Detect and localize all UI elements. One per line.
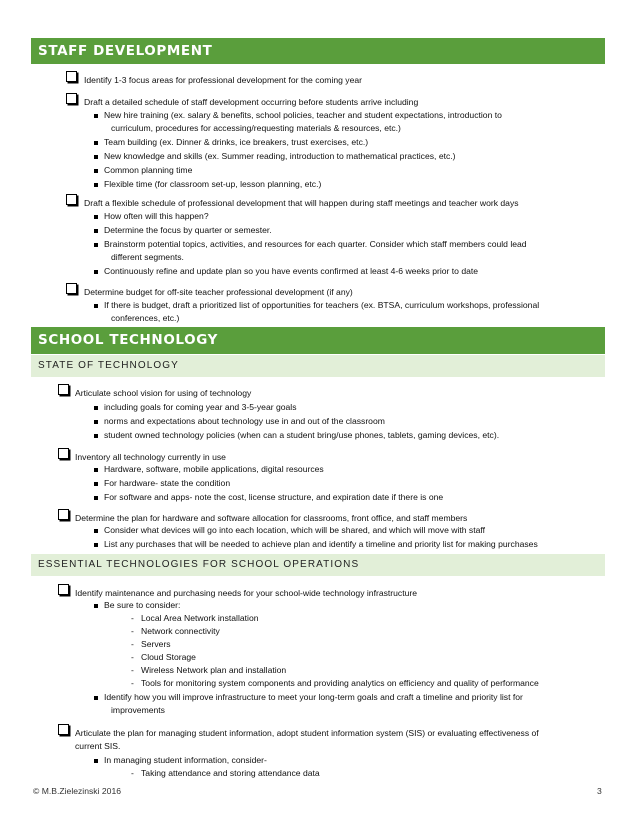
bullet-item: Common planning time <box>104 165 193 175</box>
dash-bullet: - <box>131 768 134 778</box>
checklist-item: Determine the plan for hardware and software allocation for classrooms, front office, and staff members <box>75 513 468 523</box>
bullet-item: For software and apps- note the cost, license structure, and expiration date if there is one <box>104 492 444 502</box>
square-bullet-icon <box>94 155 98 159</box>
bullet-item: In managing student information, consider- <box>104 755 267 765</box>
bullet-item: Determine the focus by quarter or semester. <box>104 225 272 235</box>
dash-bullet: - <box>131 639 134 649</box>
bullet-item: student owned technology policies (when can a student bring/use phones, tablets, gaming devices, etc). <box>104 430 500 440</box>
bullet-item-continuation: different segments. <box>111 252 184 262</box>
square-bullet-icon <box>94 434 98 438</box>
page-number: 3 <box>597 786 602 796</box>
square-bullet-icon <box>94 141 98 145</box>
square-bullet-icon <box>94 420 98 424</box>
checkbox-icon[interactable] <box>66 93 77 104</box>
square-bullet-icon <box>94 482 98 486</box>
checkbox-icon[interactable] <box>58 584 69 595</box>
bullet-item: Identify how you will improve infrastructure to meet your long-term goals and craft a timeline and priority list for <box>104 692 523 702</box>
bullet-item-continuation: improvements <box>111 705 165 715</box>
footer-copyright: © M.B.Zielezinski 2016 <box>33 786 122 796</box>
square-bullet-icon <box>94 229 98 233</box>
bullet-item: Continuously refine and update plan so you have events confirmed at least 4-6 weeks prior to date <box>104 266 479 276</box>
subsection-header-state-of-technology: STATE OF TECHNOLOGY <box>31 355 605 377</box>
checklist-item: Identify 1-3 focus areas for professional development for the coming year <box>84 75 363 85</box>
square-bullet-icon <box>94 406 98 410</box>
square-bullet-icon <box>94 270 98 274</box>
checklist-item: Draft a detailed schedule of staff development occurring before students arrive including <box>84 97 419 107</box>
square-bullet-icon <box>94 696 98 700</box>
bullet-item-continuation: conferences, etc.) <box>111 313 180 323</box>
checklist-item: Identify maintenance and purchasing needs for your school-wide technology infrastructure <box>75 588 418 598</box>
dash-bullet: - <box>131 678 134 688</box>
square-bullet-icon <box>94 169 98 173</box>
square-bullet-icon <box>94 496 98 500</box>
square-bullet-icon <box>94 604 98 608</box>
section-header-staff-development: STAFF DEVELOPMENT <box>31 38 605 64</box>
square-bullet-icon <box>94 304 98 308</box>
bullet-item: Flexible time (for classroom set-up, lesson planning, etc.) <box>104 179 322 189</box>
dash-item: Local Area Network installation <box>141 613 259 623</box>
bullet-item: Brainstorm potential topics, activities, and resources for each quarter. Consider which staff members could lead <box>104 239 527 249</box>
bullet-item: New knowledge and skills (ex. Summer reading, introduction to mathematical practices, etc.) <box>104 151 456 161</box>
dash-item: Taking attendance and storing attendance data <box>141 768 320 778</box>
bullet-item: If there is budget, draft a prioritized list of opportunities for teachers (ex. BTSA, curriculum workshops, professional <box>104 300 540 310</box>
checkbox-icon[interactable] <box>58 724 69 735</box>
dash-bullet: - <box>131 626 134 636</box>
checklist-item: Draft a flexible schedule of professional development that will happen during staff meetings and teacher work days <box>84 198 519 208</box>
dash-bullet: - <box>131 665 134 675</box>
dash-item: Network connectivity <box>141 626 220 636</box>
checklist-item: Determine budget for off-site teacher professional development (if any) <box>84 287 353 297</box>
square-bullet-icon <box>94 215 98 219</box>
checkbox-icon[interactable] <box>58 448 69 459</box>
bullet-item: Team building (ex. Dinner & drinks, ice breakers, trust exercises, etc.) <box>104 137 369 147</box>
bullet-item-continuation: curriculum, procedures for accessing/requesting materials & resources, etc.) <box>111 123 401 133</box>
bullet-item: norms and expectations about technology use in and out of the classroom <box>104 416 385 426</box>
checkbox-icon[interactable] <box>66 71 77 82</box>
bullet-item: including goals for coming year and 3-5-year goals <box>104 402 297 412</box>
square-bullet-icon <box>94 543 98 547</box>
bullet-item: New hire training (ex. salary & benefits, school policies, teacher and student expectations, introduction to <box>104 110 502 120</box>
bullet-item: Consider what devices will go into each location, which will be shared, and which will move with staff <box>104 525 486 535</box>
checkbox-icon[interactable] <box>66 283 77 294</box>
dash-item: Wireless Network plan and installation <box>141 665 287 675</box>
square-bullet-icon <box>94 468 98 472</box>
square-bullet-icon <box>94 114 98 118</box>
section-header-school-technology: SCHOOL TECHNOLOGY <box>31 327 605 354</box>
square-bullet-icon <box>94 759 98 763</box>
dash-bullet: - <box>131 613 134 623</box>
bullet-item: For hardware- state the condition <box>104 478 231 488</box>
checklist-item-continuation: current SIS. <box>75 741 121 751</box>
checklist-item: Articulate the plan for managing student information, adopt student information system (SIS) or evaluating effectiveness of <box>75 728 539 738</box>
bullet-item: How often will this happen? <box>104 211 209 221</box>
bullet-item: Be sure to consider: <box>104 600 181 610</box>
subsection-header-essential-technologies: ESSENTIAL TECHNOLOGIES FOR SCHOOL OPERATIONS <box>31 554 605 576</box>
checkbox-icon[interactable] <box>58 384 69 395</box>
checkbox-icon[interactable] <box>66 194 77 205</box>
square-bullet-icon <box>94 183 98 187</box>
dash-item: Tools for monitoring system components and providing analytics on efficiency and quality of performance <box>141 678 539 688</box>
dash-bullet: - <box>131 652 134 662</box>
checklist-item: Inventory all technology currently in use <box>75 452 226 462</box>
checklist-item: Articulate school vision for using of technology <box>75 388 252 398</box>
square-bullet-icon <box>94 243 98 247</box>
bullet-item: List any purchases that will be needed to achieve plan and identify a timeline and priority list for making purchases <box>104 539 538 549</box>
square-bullet-icon <box>94 529 98 533</box>
dash-item: Servers <box>141 639 171 649</box>
checkbox-icon[interactable] <box>58 509 69 520</box>
bullet-item: Hardware, software, mobile applications, digital resources <box>104 464 324 474</box>
dash-item: Cloud Storage <box>141 652 196 662</box>
